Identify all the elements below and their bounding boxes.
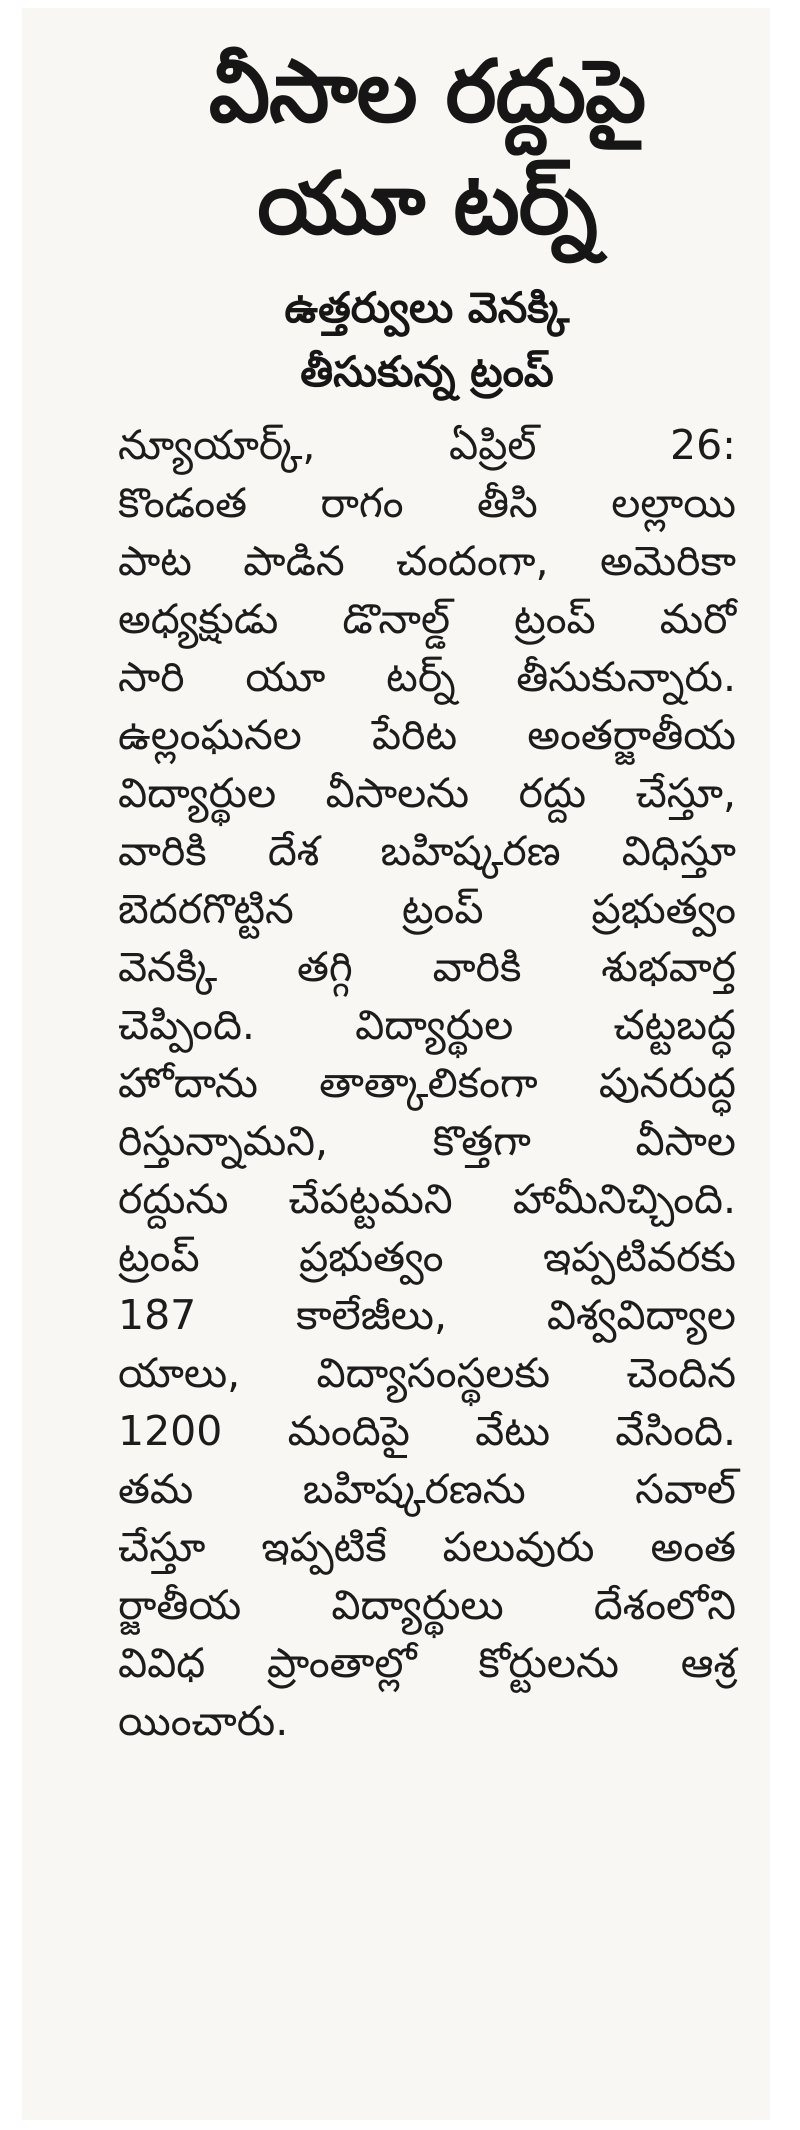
body-line: రద్దును చేపట్టమని హామీనిచ్చింది. (118, 1175, 736, 1223)
subheadline-line: తీసుకున్న ట్రంప్‌ (300, 347, 554, 396)
news-clipping (22, 8, 770, 2120)
subheadline (118, 276, 736, 404)
article-body (118, 416, 736, 1750)
subheadline-line: ఉత్తర్వులు వెనక్కి (284, 283, 570, 332)
headline-line: వీసాల రద్దుపై (208, 42, 646, 142)
body-line: ట్రంప్‌ ప్రభుత్వం ఇప్పటివరకు (118, 1233, 736, 1281)
body-line: హోదాను తాత్కాలికంగా పునరుద్ధ (118, 1059, 736, 1107)
body-line: వారికి దేశ బహిష్కరణ విధిస్తూ (118, 827, 736, 875)
body-line: కొండంత రాగం తీసి లల్లాయి (118, 479, 736, 527)
body-line: సారి యూ టర్న్‌ తీసుకున్నారు. (118, 653, 736, 701)
body-line: అధ్యక్షుడు డొనాల్డ్‌ ట్రంప్‌ మరో (118, 595, 736, 643)
body-line: యించారు. (118, 1697, 289, 1745)
body-line: న్యూయార్క్‌, ఏప్రిల్‌ 26: (118, 421, 736, 469)
body-line: యాలు, విద్యాసంస్థలకు చెందిన (118, 1349, 736, 1397)
body-line: వివిధ ప్రాంతాల్లో కోర్టులను ఆశ్ర (118, 1639, 736, 1687)
body-line: 187 కాలేజీలు, విశ్వవిద్యాల (118, 1291, 736, 1339)
headline (118, 36, 736, 260)
body-line: విద్యార్థుల వీసాలను రద్దు చేస్తూ, (118, 769, 736, 817)
body-line: ఉల్లంఘనల పేరిట అంతర్జాతీయ (118, 711, 736, 759)
body-line: పాట పాడిన చందంగా, అమెరికా (118, 537, 736, 585)
body-line: రిస్తున్నామని, కొత్తగా వీసాల (118, 1117, 736, 1165)
headline-line: యూ టర్న్‌ (257, 154, 597, 254)
body-line: వెనక్కి తగ్గి వారికి శుభవార్త (118, 943, 736, 991)
body-line: బెదరగొట్టిన ట్రంప్‌ ప్రభుత్వం (118, 885, 736, 933)
body-line: 1200 మందిపై వేటు వేసింది. (118, 1407, 736, 1455)
body-line: చేస్తూ ఇప్పటికే పలువురు అంత (118, 1523, 736, 1571)
body-line: తమ బహిష్కరణను సవాల్‌ (118, 1465, 736, 1513)
body-line: చెప్పింది. విద్యార్థుల చట్టబద్ధ (118, 1001, 736, 1049)
body-line: ర్జాతీయ విద్యార్థులు దేశంలోని (118, 1581, 736, 1629)
